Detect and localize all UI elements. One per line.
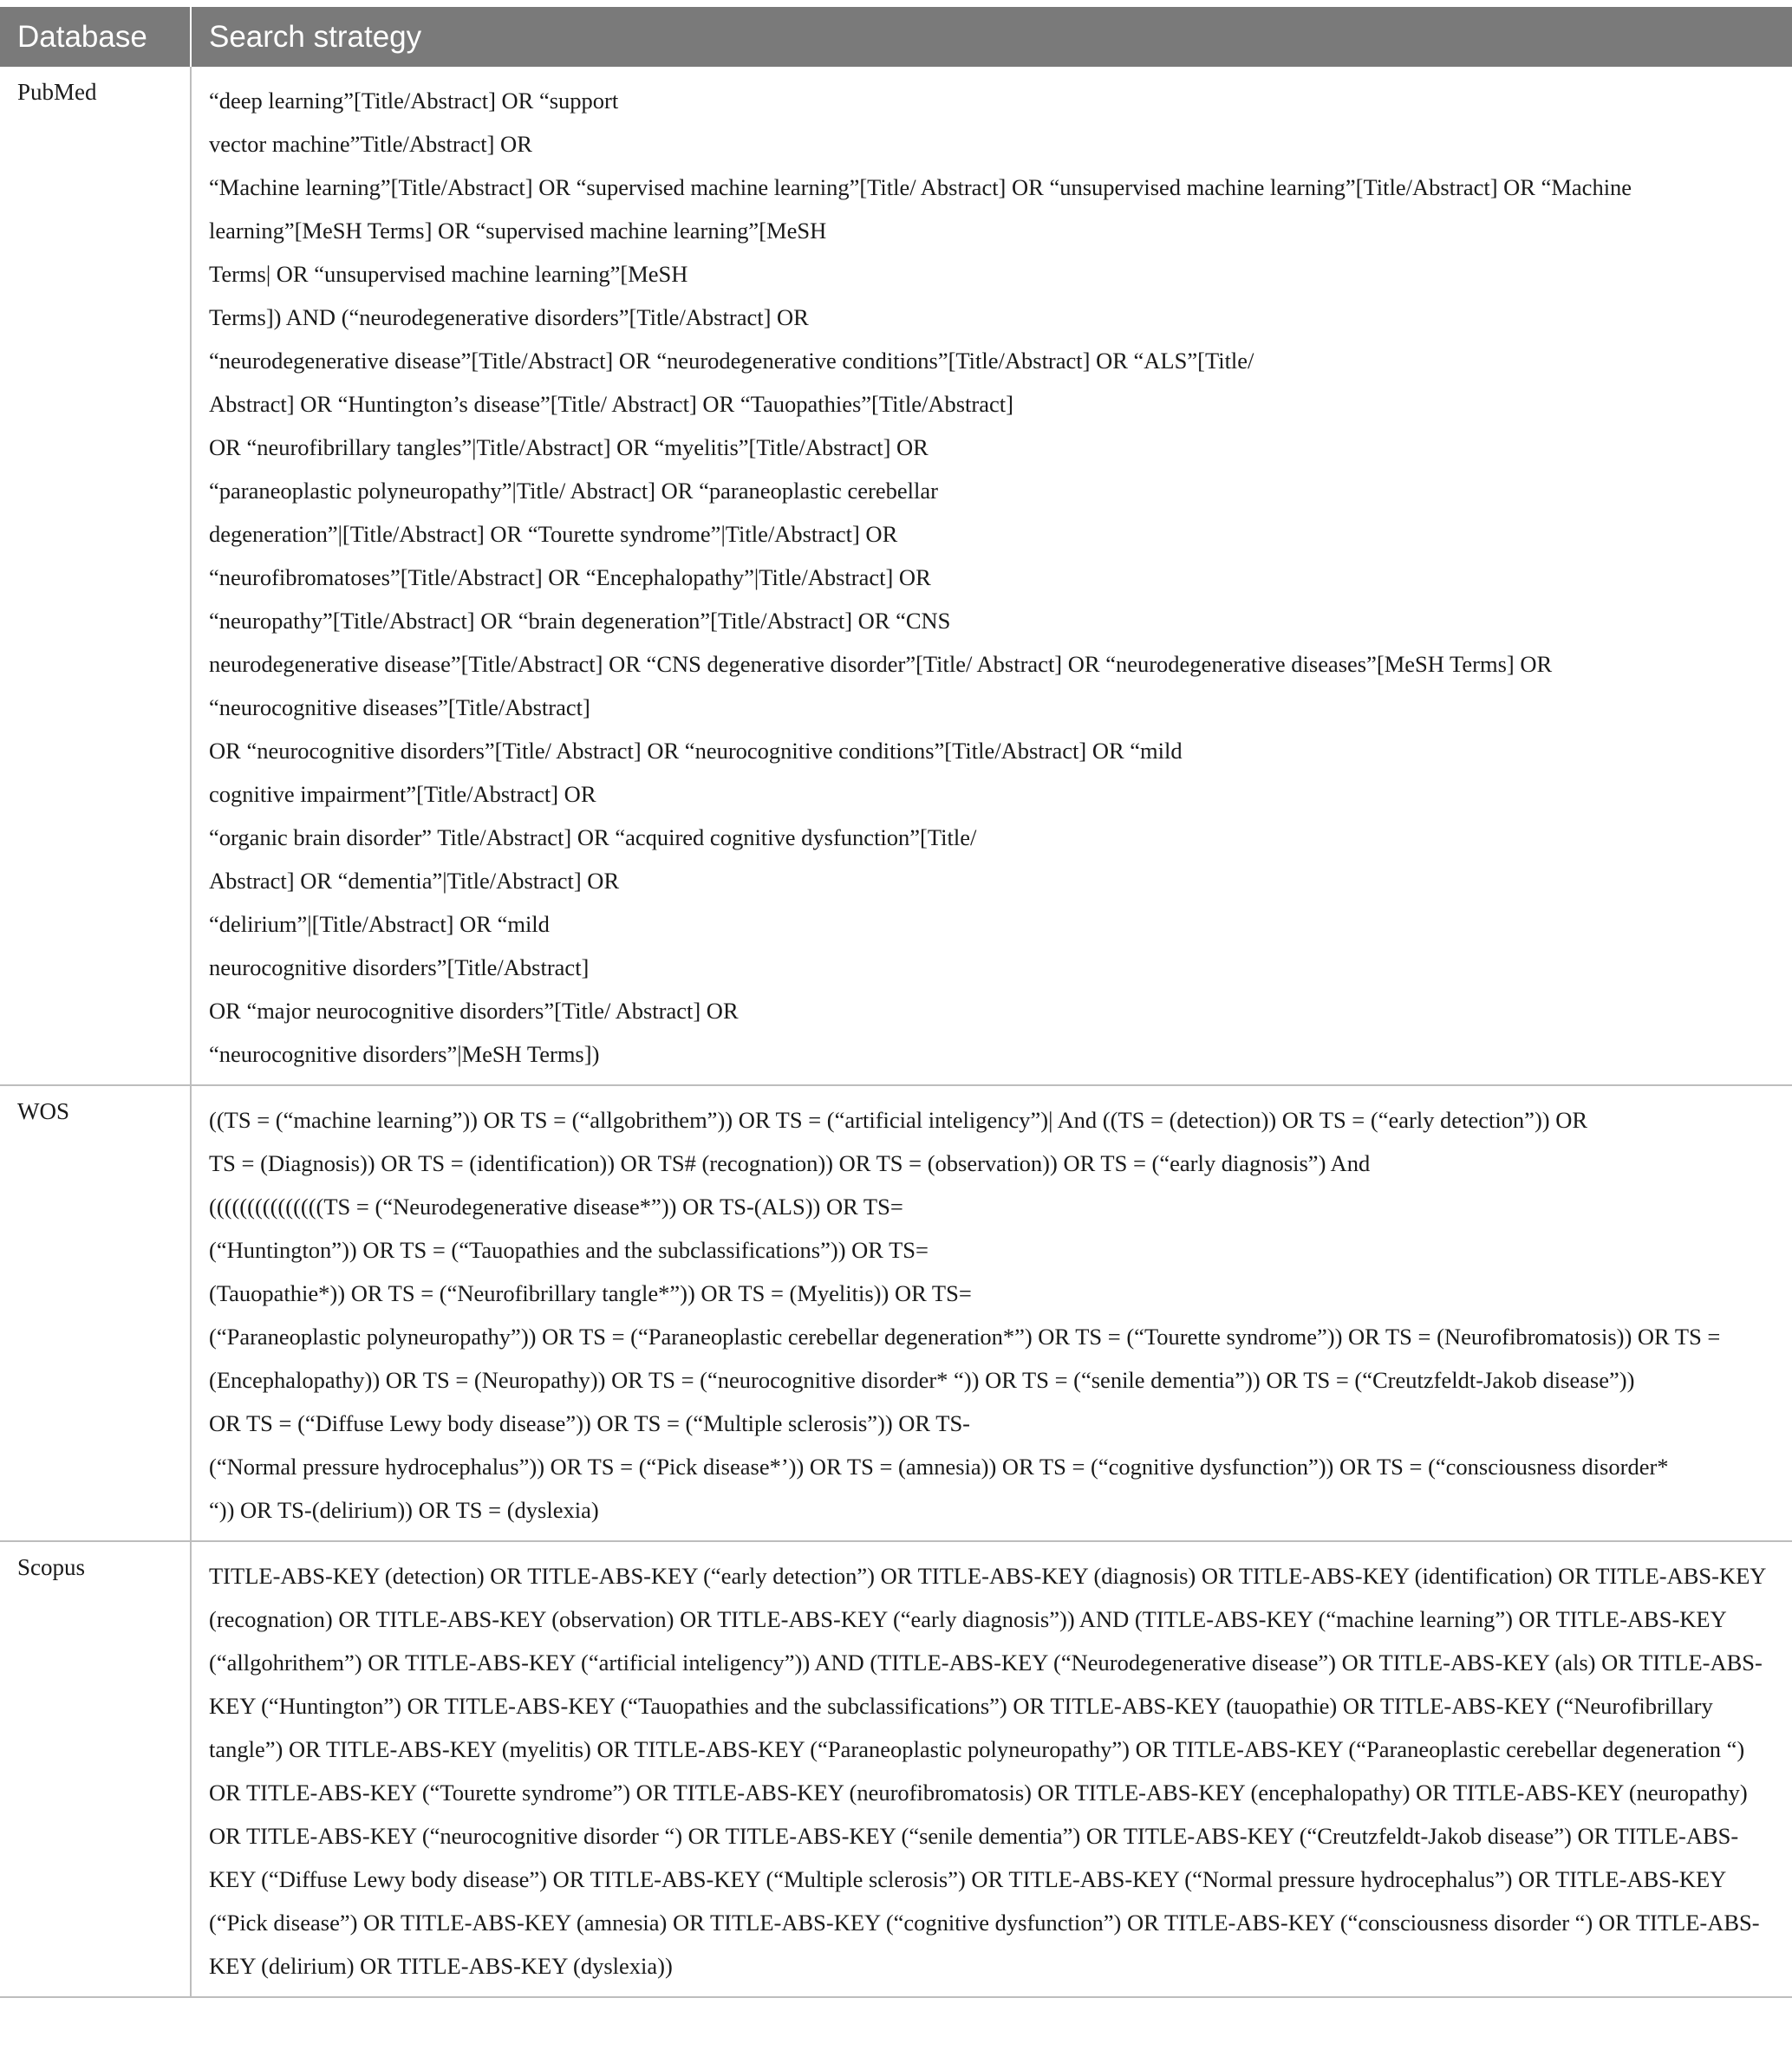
strategy-line: OR “neurofibrillary tangles”|Title/Abstract] OR “myelitis”[Title/Abstract] OR xyxy=(209,434,929,460)
strategy-line: “Machine learning”[Title/Abstract] OR “supervised machine learning”[Title/ Abstract] OR “unsupervised machine learning”[Title/Abstract] OR “Machine learning”[MeSH Terms] OR “supervised machine learning”[MeSH xyxy=(209,174,1632,244)
strategy-line: ((TS = (“machine learning”)) OR TS = (“allgobrithem”)) OR TS = (“artificial inteligency”)| And ((TS = (detection)) OR TS = (“early detection”)) OR xyxy=(209,1107,1588,1133)
strategy-line: Abstract] OR “Huntington’s disease”[Title/ Abstract] OR “Tauopathies”[Title/Abstract] xyxy=(209,391,1013,417)
strategy-line: “paraneoplastic polyneuropathy”|Title/ Abstract] OR “paraneoplastic cerebellar xyxy=(209,478,938,504)
strategy-line: vector machine”Title/Abstract] OR xyxy=(209,131,532,157)
strategy-line: “organic brain disorder” Title/Abstract] OR “acquired cognitive dysfunction”[Title/ xyxy=(209,824,977,850)
header-database: Database xyxy=(0,7,192,67)
strategy-line: neurodegenerative disease”[Title/Abstract] OR “CNS degenerative disorder”[Title/ Abstract] OR “neurodegenerative diseases”[MeSH Terms] OR xyxy=(209,651,1553,677)
search-strategy-table xyxy=(0,7,1792,1998)
strategy-cell xyxy=(192,1086,1792,1540)
strategy-line: OR TS = (“Diffuse Lewy body disease”)) OR TS = (“Multiple sclerosis”)) OR TS- xyxy=(209,1410,971,1436)
strategy-line: cognitive impairment”[Title/Abstract] OR xyxy=(209,781,596,807)
strategy-line: “neurofibromatoses”[Title/Abstract] OR “Encephalopathy”|Title/Abstract] OR xyxy=(209,564,931,590)
strategy-line: (Tauopathie*)) OR TS = (“Neurofibrillary tangle*”)) OR TS = (Myelitis)) OR TS= xyxy=(209,1280,972,1306)
strategy-line: (((((((((((((((TS = (“Neurodegenerative disease*”)) OR TS-(ALS)) OR TS= xyxy=(209,1194,903,1220)
strategy-line: TITLE-ABS-KEY (detection) OR TITLE-ABS-KEY (“early detection”) OR TITLE-ABS-KEY (diagnosis) OR TITLE-ABS-KEY (identification) OR TITLE-ABS-KEY (recognation) OR TITLE-ABS-KEY (observation) OR TITLE-ABS-KEY (“early diagnosis”)) AND (TITLE-ABS-KEY (“machine learning”) OR TITLE-ABS-KEY (“allgohrithem”) OR TITLE-ABS-KEY (“artificial inteligency”)) AND (TITLE-ABS-KEY (“Neurodegenerative disease”) OR TITLE-ABS-KEY (als) OR TITLE-ABS-KEY (“Huntington”) OR TITLE-ABS-KEY (“Tauopathies and the subclassifications”) OR TITLE-ABS-KEY (tauopathie) OR TITLE-ABS-KEY (“Neurofibrillary tangle”) OR TITLE-ABS-KEY (myelitis) OR TITLE-ABS-KEY (“Paraneoplastic polyneuropathy”) OR TITLE-ABS-KEY (“Paraneoplastic cerebellar degeneration “) OR TITLE-ABS-KEY (“Tourette syndrome”) OR TITLE-ABS-KEY (neurofibromatosis) OR TITLE-ABS-KEY (encephalopathy) OR TITLE-ABS-KEY (neuropathy) OR TITLE-ABS-KEY (“neurocognitive disorder “) OR TITLE-ABS-KEY (“senile dementia”) OR TITLE-ABS-KEY (“Creutzfeldt-Jakob disease”) OR TITLE-ABS-KEY (“Diffuse Lewy body disease”) OR TITLE-ABS-KEY (“Multiple sclerosis”) OR TITLE-ABS-KEY (“Normal pressure hydrocephalus”) OR TITLE-ABS-KEY (“Pick disease”) OR TITLE-ABS-KEY (amnesia) OR TITLE-ABS-KEY (“cognitive dysfunction”) OR TITLE-ABS-KEY (“consciousness disorder “) OR TITLE-ABS-KEY (delirium) OR TITLE-ABS-KEY (dyslexia)) xyxy=(209,1563,1766,1979)
database-cell: WOS xyxy=(0,1086,192,1540)
strategy-line: Terms]) AND (“neurodegenerative disorders”[Title/Abstract] OR xyxy=(209,304,809,330)
strategy-line: neurocognitive disorders”[Title/Abstract] xyxy=(209,954,590,980)
database-cell: Scopus xyxy=(0,1542,192,1996)
strategy-cell xyxy=(192,1542,1792,1996)
strategy-line: TS = (Diagnosis)) OR TS = (identification)) OR TS# (recognation)) OR TS = (observation)) OR TS = (“early diagnosis”) And xyxy=(209,1150,1371,1176)
strategy-line: “neurocognitive diseases”[Title/Abstract] xyxy=(209,694,590,720)
table-header xyxy=(0,7,1792,67)
strategy-line: “neurocognitive disorders”|MeSH Terms]) xyxy=(209,1041,600,1067)
strategy-line: (“Normal pressure hydrocephalus”)) OR TS = (“Pick disease*’)) OR TS = (amnesia)) OR TS = (“cognitive dysfunction”)) OR TS = (“consciousness disorder* xyxy=(209,1454,1669,1480)
strategy-line: Terms| OR “unsupervised machine learning”[MeSH xyxy=(209,261,688,287)
header-search-strategy: Search strategy xyxy=(209,19,422,54)
strategy-line: degeneration”|[Title/Abstract] OR “Tourette syndrome”|Title/Abstract] OR xyxy=(209,521,898,547)
table-row-scopus xyxy=(0,1542,1792,1998)
strategy-line: OR “neurocognitive disorders”[Title/ Abstract] OR “neurocognitive conditions”[Title/Abstract] OR “mild xyxy=(209,738,1183,764)
strategy-line: “neuropathy”[Title/Abstract] OR “brain degeneration”[Title/Abstract] OR “CNS xyxy=(209,608,951,634)
strategy-line: “)) OR TS-(delirium)) OR TS = (dyslexia) xyxy=(209,1497,599,1523)
strategy-line: “delirium”|[Title/Abstract] OR “mild xyxy=(209,911,550,937)
strategy-line: (“Huntington”)) OR TS = (“Tauopathies and the subclassifications”)) OR TS= xyxy=(209,1237,929,1263)
strategy-line: “neurodegenerative disease”[Title/Abstract] OR “neurodegenerative conditions”[Title/Abstract] OR “ALS”[Title/ xyxy=(209,348,1254,374)
database-cell: PubMed xyxy=(0,67,192,1084)
strategy-line: OR “major neurocognitive disorders”[Title/ Abstract] OR xyxy=(209,998,739,1024)
table-row-pubmed xyxy=(0,67,1792,1086)
strategy-line: (“Paraneoplastic polyneuropathy”)) OR TS = (“Paraneoplastic cerebellar degeneration*”) OR TS = (“Tourette syndrome”)) OR TS = (Neurofibromatosis)) OR TS = (Encephalopathy)) OR TS = (Neuropathy)) OR TS = (“neurocognitive disorder* “)) OR TS = (“senile dementia”)) OR TS = (“Creutzfeldt-Jakob disease”)) xyxy=(209,1324,1721,1393)
table-row-wos xyxy=(0,1086,1792,1542)
strategy-line: “deep learning”[Title/Abstract] OR “support xyxy=(209,88,619,114)
strategy-cell xyxy=(192,67,1792,1084)
strategy-line: Abstract] OR “dementia”|Title/Abstract] OR xyxy=(209,868,620,894)
